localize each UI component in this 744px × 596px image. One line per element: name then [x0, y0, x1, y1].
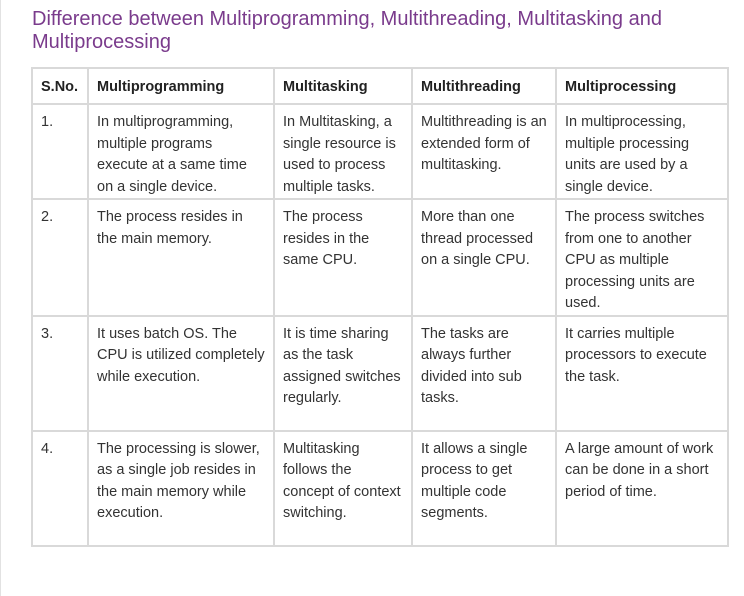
header-multiprocessing: Multiprocessing: [556, 68, 728, 104]
header-multitasking: Multitasking: [274, 68, 412, 104]
cell-multithreading: Multithreading is an extended form of multitasking.: [412, 104, 556, 199]
cell-multiprocessing: A large amount of work can be done in a short period of time.: [556, 431, 728, 546]
comparison-table: [31, 67, 729, 547]
cell-multiprogramming: The process resides in the main memory.: [88, 199, 274, 316]
table-header-row: [32, 68, 728, 104]
cell-multiprocessing: In multiprocessing, multiple processing units are used by a single device.: [556, 104, 728, 199]
cell-multithreading: The tasks are always further divided into sub tasks.: [412, 316, 556, 431]
table-row: [32, 316, 728, 431]
cell-multitasking: The process resides in the same CPU.: [274, 199, 412, 316]
cell-multithreading: More than one thread processed on a single CPU.: [412, 199, 556, 316]
header-multithreading: Multithreading: [412, 68, 556, 104]
page-title: Difference between Multiprogramming, Multithreading, Multitasking and Multiprocessing: [32, 8, 662, 53]
cell-multiprocessing: The process switches from one to another CPU as multiple processing units are used.: [556, 199, 728, 316]
header-sno: S.No.: [32, 68, 88, 104]
cell-sno: 2.: [32, 199, 88, 316]
left-border: [0, 0, 1, 596]
cell-sno: 3.: [32, 316, 88, 431]
header-multiprogramming: Multiprogramming: [88, 68, 274, 104]
cell-multiprogramming: In multiprogramming, multiple programs execute at a same time on a single device.: [88, 104, 274, 199]
table-row: [32, 431, 728, 546]
cell-multitasking: Multitasking follows the concept of context switching.: [274, 431, 412, 546]
cell-multiprogramming: It uses batch OS. The CPU is utilized completely while execution.: [88, 316, 274, 431]
cell-multithreading: It allows a single process to get multiple code segments.: [412, 431, 556, 546]
cell-sno: 1.: [32, 104, 88, 199]
cell-multitasking: In Multitasking, a single resource is used to process multiple tasks.: [274, 104, 412, 199]
table-row: [32, 199, 728, 316]
cell-sno: 4.: [32, 431, 88, 546]
cell-multiprocessing: It carries multiple processors to execute the task.: [556, 316, 728, 431]
cell-multiprogramming: The processing is slower, as a single job resides in the main memory while execution.: [88, 431, 274, 546]
table-row: [32, 104, 728, 199]
cell-multitasking: It is time sharing as the task assigned switches regularly.: [274, 316, 412, 431]
